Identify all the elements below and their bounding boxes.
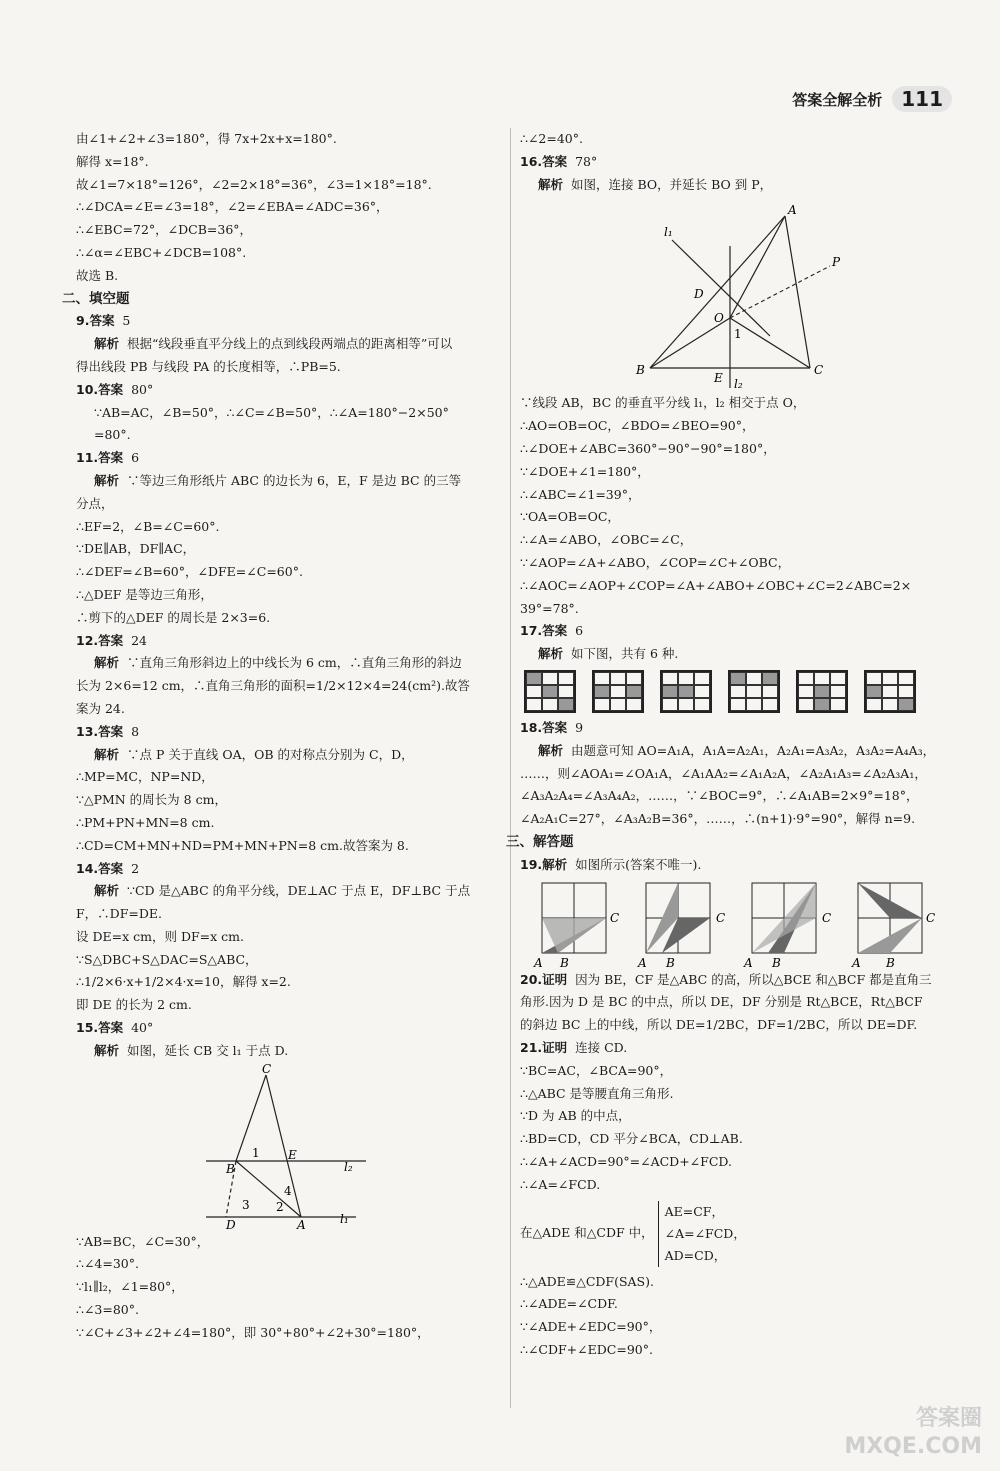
answer-label: 12.答案 [76, 632, 124, 648]
prev-solution [76, 128, 506, 288]
triangle-grid [743, 883, 831, 969]
text-line: ∵∠AOP=∠A+∠ABO，∠COP=∠C+∠OBC， [520, 554, 791, 570]
page-header [792, 86, 952, 112]
label-D: D [694, 287, 704, 302]
text-line: ∵∠DOE+∠1=180°， [520, 463, 650, 479]
text-line: ∵S△DBC+S△DAC=S△ABC， [76, 951, 258, 967]
label-A: A [852, 955, 861, 969]
text-line: ∴∠4=30°. [76, 1256, 139, 1272]
label-B: B [560, 955, 569, 969]
question-18 [520, 717, 960, 831]
text-line: 根据“线段垂直平分线上的点到线段两端点的距离相等”可以 [127, 336, 453, 352]
label-P: P [832, 255, 841, 270]
answer-label: 9.答案 [76, 313, 115, 329]
label-E: E [714, 371, 723, 386]
answer-label: 16.答案 [520, 153, 568, 169]
answer-label: 17.答案 [520, 623, 568, 639]
column-divider [510, 128, 511, 1408]
text-line: ∴∠3=80°. [76, 1302, 139, 1318]
text-line: ∴∠AOC=∠AOP+∠COP=∠A+∠ABO+∠OBC+∠C=2∠ABC=2× [520, 577, 912, 593]
label-C: C [610, 910, 620, 925]
label-C: C [716, 910, 726, 925]
answer-value: 24 [131, 632, 148, 648]
text-line: ∵DE∥AB，DF∥AC， [76, 541, 196, 557]
grid-patterns [520, 670, 960, 713]
text-line: =80°. [94, 427, 131, 443]
angle-3: 3 [242, 1197, 250, 1212]
text-line: 由题意可知 AO=A₁A，A₁A=A₂A₁，A₂A₁=A₃A₂，A₃A₂=A₄A₃， [571, 742, 936, 758]
text-line: 故∠1=7×18°=126°，∠2=2×18°=36°，∠3=1×18°=18°. [76, 176, 432, 192]
text-line: 解得 x=18°. [76, 153, 149, 169]
text-line: ∴EF=2，∠B=∠C=60°. [76, 518, 220, 534]
analysis-label: 解析 [94, 655, 120, 671]
text-line: ∴BD=CD，CD 平分∠BCA，CD⊥AB. [520, 1131, 743, 1147]
label-C: C [822, 910, 832, 925]
label-A: A [638, 955, 647, 969]
text-line: 39°=78°. [520, 600, 579, 616]
label-D: D [226, 1217, 236, 1231]
analysis-label: 解析 [94, 746, 120, 762]
text-line: ∵等边三角形纸片 ABC 的边长为 6，E，F 是边 BC 的三等 [127, 472, 462, 488]
answer-label: 10.答案 [76, 381, 124, 397]
text-line: 设 DE=x cm，则 DF=x cm. [76, 928, 244, 944]
label-l1: l₁ [340, 1211, 349, 1226]
grid-pattern [660, 670, 712, 713]
question-14 [76, 858, 506, 1018]
answer-value: 5 [122, 313, 131, 329]
text-line: ∴△ABC 是等腰直角三角形. [520, 1085, 674, 1101]
text-line: ∴△ADE≌△CDF(SAS). [520, 1273, 654, 1289]
answer-value: 40° [131, 1020, 154, 1036]
watermark-logo: 答案圈 [915, 1406, 982, 1431]
text-line: 如下图，共有 6 种. [571, 646, 679, 662]
label-O: O [714, 311, 724, 326]
answer-label: 20.证明 [520, 971, 568, 987]
text-line: ∵△PMN 的周长为 8 cm， [76, 792, 227, 808]
text-line: ∵CD 是△ABC 的角平分线，DE⊥AC 于点 E，DF⊥BC 于点 [127, 883, 471, 899]
angle-1: 1 [252, 1145, 260, 1160]
angle-4: 4 [284, 1183, 292, 1198]
answer-value: 78° [575, 153, 598, 169]
question-9 [76, 310, 506, 378]
grid-pattern [524, 670, 576, 713]
brace-line: AD=CD， [664, 1247, 727, 1263]
triangle-grid [533, 883, 619, 969]
text-line: ∵l₁∥l₂，∠1=80°， [76, 1279, 184, 1295]
grid-pattern [796, 670, 848, 713]
label-A: A [297, 1217, 306, 1231]
text-line: 如图所示(答案不唯一). [575, 856, 702, 872]
text-line: ∴∠ADE=∠CDF. [520, 1296, 618, 1312]
answer-label: 14.答案 [76, 860, 124, 876]
angle-2: 2 [276, 1199, 284, 1214]
text-line: ∠A₃A₂A₄=∠A₃A₄A₂，……，∵∠BOC=9°，∴∠A₁AB=2×9°=18°， [520, 788, 919, 804]
answer-label: 15.答案 [76, 1020, 124, 1036]
figure-19-triangles [520, 877, 960, 969]
label-A: A [744, 955, 753, 969]
text-line: ∵∠ADE+∠EDC=90°， [520, 1319, 662, 1335]
text-line: ∴∠α=∠EBC+∠DCB=108°. [76, 244, 247, 260]
text-line: ∵∠C+∠3+∠2+∠4=180°，即 30°+80°+∠2+30°=180°， [76, 1324, 430, 1340]
text-line: ∵点 P 关于直线 OA，OB 的对称点分别为 C，D， [127, 746, 414, 762]
angle-1: 1 [734, 327, 742, 342]
text-line: ∴剪下的△DEF 的周长是 2×3=6. [76, 609, 271, 625]
grid-pattern [864, 670, 916, 713]
answer-label: 21.证明 [520, 1039, 568, 1055]
text-line: ∴△DEF 是等边三角形， [76, 586, 213, 602]
text-line: ∴PM+PN+MN=8 cm. [76, 814, 215, 830]
question-17 [520, 620, 960, 713]
label-B: B [636, 363, 645, 378]
label-A: A [788, 203, 797, 218]
text-line: 案为 24. [76, 700, 125, 716]
label-B: B [226, 1161, 235, 1176]
label-B: B [886, 955, 895, 969]
text-line: ∵直角三角形斜边上的中线长为 6 cm，∴直角三角形的斜边 [127, 655, 462, 671]
answer-label: 19.解析 [520, 856, 568, 872]
question-15 [76, 1017, 506, 1345]
answer-value: 9 [575, 719, 584, 735]
text-line: F，∴DF=DE. [76, 906, 162, 922]
answer-label: 13.答案 [76, 723, 124, 739]
text-line: ∴∠DOE+∠ABC=360°−90°−90°=180°， [520, 440, 776, 456]
question-16 [520, 151, 960, 621]
label-C: C [814, 363, 824, 378]
text-line: ∴∠A+∠ACD=90°=∠ACD+∠FCD. [520, 1153, 732, 1169]
analysis-label: 解析 [94, 472, 120, 488]
label-B: B [666, 955, 675, 969]
answer-value: 2 [131, 860, 140, 876]
text-line: ∵AB=AC，∠B=50°，∴∠C=∠B=50°，∴∠A=180°−2×50° [94, 404, 449, 420]
text-line: ∴∠DCA=∠E=∠3=18°，∠2=∠EBA=∠ADC=36°， [76, 199, 389, 215]
text-line: 角形.因为 D 是 BC 的中点，所以 DE，DF 分别是 Rt△BCE，Rt△BCF [520, 994, 923, 1010]
right-column [506, 128, 960, 1362]
watermark-url: MXQE.COM [844, 1434, 982, 1459]
question-13 [76, 721, 506, 858]
text-line: ∴CD=CM+MN+ND=PM+MN+PN=8 cm.故答案为 8. [76, 837, 409, 853]
analysis-label: 解析 [538, 176, 564, 192]
text-line: ∵AB=BC，∠C=30°， [76, 1233, 210, 1249]
text-line: 分点， [76, 495, 114, 511]
question-10 [76, 379, 506, 447]
answer-value: 6 [575, 623, 584, 639]
label-l2: l₂ [344, 1159, 353, 1174]
grid-pattern [592, 670, 644, 713]
text-line: 长为 2×6=12 cm，∴直角三角形的面积=1/2×12×4=24(cm²).故答 [76, 678, 470, 694]
text-line: ∴∠A=∠FCD. [520, 1176, 601, 1192]
page-number: 111 [892, 86, 952, 112]
text-line: 如图，连接 BO，并延长 BO 到 P， [571, 176, 773, 192]
text-line: ∵OA=OB=OC， [520, 509, 620, 525]
question-12 [76, 630, 506, 721]
answer-value: 80° [131, 381, 154, 397]
label-A: A [534, 955, 543, 969]
grid-pattern [728, 670, 780, 713]
analysis-label: 解析 [538, 742, 564, 758]
analysis-label: 解析 [94, 1042, 120, 1058]
text-line: 故选 B. [76, 267, 119, 283]
triangle-grid [851, 883, 935, 969]
text-line: 连接 CD. [575, 1039, 628, 1055]
text-line: ∴∠ABC=∠1=39°， [520, 486, 641, 502]
watermark [844, 1405, 982, 1461]
text-line: ∴∠CDF+∠EDC=90°. [520, 1341, 653, 1357]
answer-label: 11.答案 [76, 450, 124, 466]
text-line: ∴∠DEF=∠B=60°，∠DFE=∠C=60°. [76, 564, 303, 580]
label-C: C [926, 910, 936, 925]
analysis-label: 解析 [94, 336, 120, 352]
label-E: E [288, 1147, 297, 1162]
text-line: 即 DE 的长为 2 cm. [76, 997, 192, 1013]
text-line: 的斜边 BC 上的中线，所以 DE=1/2BC，DF=1/2BC，所以 DE=DF. [520, 1017, 918, 1033]
text-line: ∠A₂A₁C=27°，∠A₃A₂B=36°，……，∴(n+1)·9°=90°，解得 n=9. [520, 811, 916, 827]
text-line: ∴∠2=40°. [520, 131, 583, 146]
figure-15-triangle [76, 1063, 506, 1231]
text-line: ∴AO=OB=OC，∠BDO=∠BEO=90°， [520, 418, 755, 434]
question-21 [520, 1037, 960, 1362]
brace-conditions [658, 1201, 746, 1267]
text-line: 由∠1+∠2+∠3=180°，得 7x+2x+x=180°. [76, 131, 337, 146]
text-line: ∵线段 AB，BC 的垂直平分线 l₁，l₂ 相交于点 O， [520, 395, 806, 411]
label-l1: l₁ [664, 225, 673, 240]
text-line: 因为 BE，CF 是△ABC 的高，所以△BCE 和△BCF 都是直角三 [575, 971, 932, 987]
question-11 [76, 447, 506, 629]
answer-value: 6 [131, 450, 140, 466]
label-B: B [772, 955, 781, 969]
answer-value: 8 [131, 723, 140, 739]
figure-16-perpendicular-bisectors [520, 196, 960, 392]
text-line: ∴1/2×6·x+1/2×4·x=10，解得 x=2. [76, 974, 291, 990]
left-column [62, 128, 506, 1345]
text-line: 在△ADE 和△CDF 中， [520, 1225, 654, 1241]
question-19 [520, 854, 960, 969]
section-heading: 三、解答题 [506, 833, 574, 850]
brace-line: ∠A=∠FCD， [664, 1225, 746, 1241]
text-line: ∴∠A=∠ABO，∠OBC=∠C， [520, 532, 693, 548]
section-heading: 二、填空题 [62, 290, 130, 307]
question-20 [520, 969, 960, 1037]
label-l2: l₂ [734, 377, 743, 392]
brace-line: AE=CF， [664, 1203, 724, 1219]
triangle-grid [637, 883, 725, 969]
analysis-label: 解析 [94, 883, 120, 899]
text-line: ∴∠EBC=72°，∠DCB=36°， [76, 222, 253, 238]
answer-label: 18.答案 [520, 719, 568, 735]
text-line: ∵D 为 AB 的中点， [520, 1108, 631, 1124]
analysis-label: 解析 [538, 646, 564, 662]
text-line: 如图，延长 CB 交 l₁ 于点 D. [127, 1042, 289, 1058]
brace-block [520, 1197, 960, 1271]
text-line: ∴MP=MC，NP=ND， [76, 769, 214, 785]
text-line: 得出线段 PB 与线段 PA 的长度相等，∴PB=5. [76, 358, 341, 374]
label-C: C [262, 1062, 272, 1076]
header-title: 答案全解全析 [792, 90, 883, 109]
text-line: ∵BC=AC，∠BCA=90°， [520, 1062, 673, 1078]
text-line: ……，则∠AOA₁=∠OA₁A，∠A₁AA₂=∠A₁A₂A，∠A₂A₁A₃=∠A₂A₃A₁， [520, 765, 927, 781]
